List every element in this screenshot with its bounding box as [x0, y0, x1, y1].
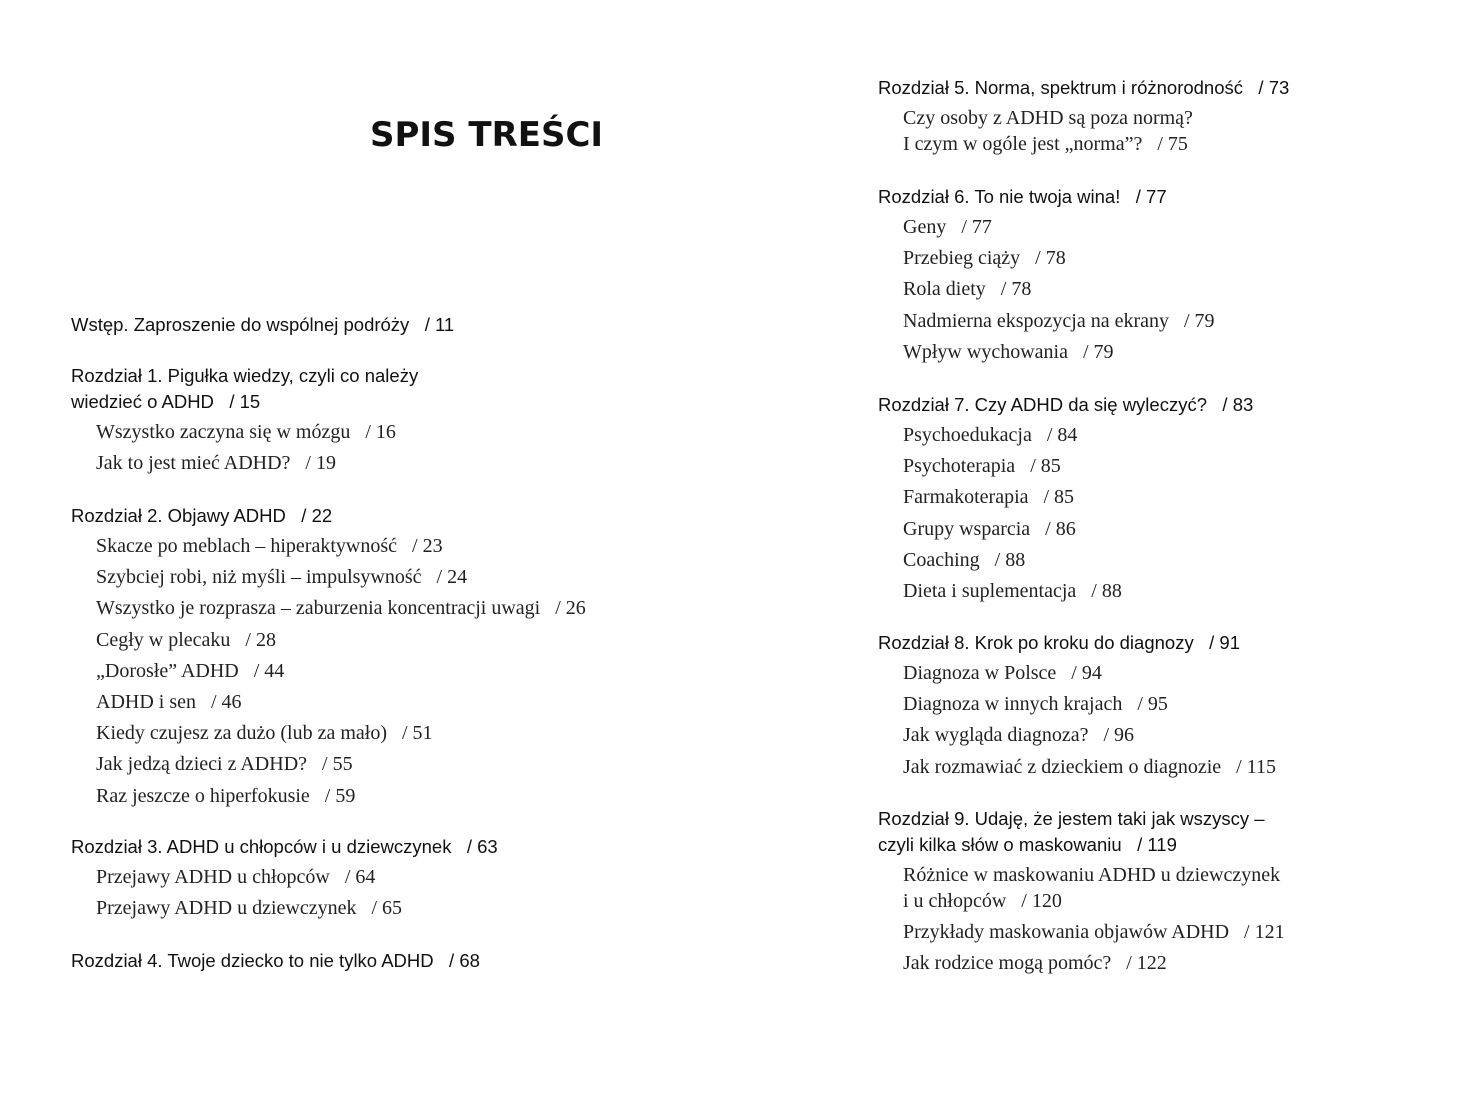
subsection-entry — [903, 214, 1418, 240]
chapter-title — [878, 75, 1418, 101]
subsection-entry — [96, 564, 631, 590]
subsection-entry — [96, 450, 631, 476]
subsection-line: Jak rodzice mogą pomóc? / 122 — [903, 952, 1167, 975]
chapter-title — [71, 834, 631, 860]
subsection-list — [71, 864, 631, 921]
chapter-title-line: Wstęp. Zaproszenie do wspólnej podróży / 11 — [71, 314, 455, 335]
subsection-entry — [903, 516, 1418, 542]
subsection-line: „Dorosłe” ADHD / 44 — [96, 659, 285, 682]
subsection-entry — [96, 864, 631, 890]
subsection-entry — [903, 339, 1418, 365]
chapter-entry — [71, 834, 631, 926]
page-title: SPIS TREŚCI — [370, 115, 604, 155]
subsection-line: Cegły w plecaku / 28 — [96, 628, 276, 651]
subsection-entry — [903, 754, 1418, 780]
chapter-title-line: Rozdział 6. To nie twoja wina! / 77 — [878, 186, 1167, 207]
chapter-title-line: Rozdział 4. Twoje dziecko to nie tylko ADHD / 68 — [71, 950, 480, 971]
subsection-line: Wpływ wychowania / 79 — [903, 340, 1114, 363]
chapter-entry — [878, 630, 1418, 785]
subsection-entry — [903, 308, 1418, 334]
subsection-entry — [96, 533, 631, 559]
subsection-line: Wszystko je rozprasza – zaburzenia koncentracji uwagi / 26 — [96, 597, 586, 620]
chapter-title-line: Rozdział 1. Pigułka wiedzy, czyli co należy — [71, 365, 419, 386]
chapter-entry — [878, 75, 1418, 162]
subsection-line: Psychoedukacja / 84 — [903, 424, 1078, 446]
subsection-line: Coaching / 88 — [903, 548, 1026, 571]
chapter-title-line: Rozdział 8. Krok po kroku do diagnozy / 91 — [878, 632, 1240, 653]
chapter-title — [878, 630, 1418, 656]
chapter-entry — [878, 392, 1418, 609]
chapter-title — [71, 312, 631, 338]
chapter-title-line: Rozdział 9. Udaję, że jestem taki jak wszyscy – — [878, 808, 1265, 829]
chapter-title-line: Rozdział 2. Objawy ADHD / 22 — [71, 505, 333, 526]
chapter-title — [71, 503, 631, 529]
subsection-line: Jak wygląda diagnoza? / 96 — [903, 724, 1135, 747]
subsection-entry — [96, 689, 631, 715]
subsection-entry — [903, 484, 1418, 510]
chapter-entry — [71, 363, 631, 481]
subsection-line: Nadmierna ekspozycja na ekrany / 79 — [903, 309, 1215, 332]
subsection-line: Przykłady maskowania objawów ADHD / 121 — [903, 921, 1285, 944]
chapter-title — [878, 806, 1418, 858]
subsection-line: I czym w ogóle jest „norma”? / 75 — [903, 133, 1188, 155]
subsection-entry — [903, 422, 1418, 448]
subsection-line: Jak jedzą dzieci z ADHD? / 55 — [96, 753, 353, 776]
subsection-entry — [96, 419, 631, 445]
subsection-entry — [903, 722, 1418, 748]
subsection-line: Czy osoby z ADHD są poza normą? — [903, 107, 1193, 129]
chapter-title — [878, 184, 1418, 210]
subsection-entry — [96, 720, 631, 746]
subsection-entry — [903, 950, 1418, 976]
chapter-title-line: wiedzieć o ADHD / 15 — [71, 391, 261, 412]
subsection-line: Farmakoterapia / 85 — [903, 486, 1075, 509]
chapter-title — [71, 948, 631, 974]
subsection-line: Jak to jest mieć ADHD? / 19 — [96, 452, 336, 475]
chapter-entry — [71, 503, 631, 814]
chapter-title-line: czyli kilka słów o maskowaniu / 119 — [878, 834, 1177, 855]
subsection-line: Przejawy ADHD u chłopców / 64 — [96, 866, 376, 888]
subsection-entry — [903, 453, 1418, 479]
subsection-list — [878, 214, 1418, 365]
subsection-list — [878, 862, 1418, 976]
subsection-line: Diagnoza w Polsce / 94 — [903, 662, 1102, 684]
subsection-entry — [903, 578, 1418, 604]
chapter-title — [878, 392, 1418, 418]
subsection-entry — [903, 105, 1418, 157]
subsection-entry — [96, 627, 631, 653]
subsection-line: Raz jeszcze o hiperfokusie / 59 — [96, 784, 356, 807]
subsection-entry — [96, 595, 631, 621]
subsection-line: i u chłopców / 120 — [903, 890, 1062, 912]
subsection-line: Skacze po meblach – hiperaktywność / 23 — [96, 535, 443, 557]
subsection-line: Diagnoza w innych krajach / 95 — [903, 693, 1168, 716]
subsection-list — [71, 419, 631, 476]
subsection-entry — [903, 919, 1418, 945]
subsection-entry — [96, 751, 631, 777]
subsection-entry — [903, 547, 1418, 573]
subsection-line: Różnice w maskowaniu ADHD u dziewczynek — [903, 864, 1281, 886]
subsection-entry — [903, 245, 1418, 271]
subsection-line: Geny / 77 — [903, 216, 992, 238]
chapter-title-line: Rozdział 3. ADHD u chłopców i u dziewczynek / 63 — [71, 836, 498, 857]
chapter-entry — [878, 184, 1418, 370]
chapter-entry — [878, 806, 1418, 982]
subsection-line: Wszystko zaczyna się w mózgu / 16 — [96, 421, 396, 443]
chapter-title — [71, 363, 631, 415]
subsection-list — [878, 660, 1418, 780]
chapter-entry — [71, 312, 631, 338]
subsection-entry — [96, 658, 631, 684]
subsection-line: Rola diety / 78 — [903, 278, 1032, 301]
subsection-list — [71, 533, 631, 809]
subsection-line: Przejawy ADHD u dziewczynek / 65 — [96, 897, 403, 920]
subsection-line: Jak rozmawiać z dzieckiem o diagnozie / 115 — [903, 755, 1276, 778]
subsection-line: ADHD i sen / 46 — [96, 690, 242, 713]
subsection-entry — [903, 862, 1418, 914]
subsection-line: Przebieg ciąży / 78 — [903, 247, 1066, 270]
chapter-title-line: Rozdział 7. Czy ADHD da się wyleczyć? / 83 — [878, 394, 1254, 415]
subsection-list — [878, 422, 1418, 604]
subsection-entry — [903, 660, 1418, 686]
subsection-line: Grupy wsparcia / 86 — [903, 517, 1076, 540]
subsection-line: Psychoterapia / 85 — [903, 455, 1061, 478]
chapter-title-line: Rozdział 5. Norma, spektrum i różnorodność / 73 — [878, 77, 1290, 98]
subsection-entry — [903, 691, 1418, 717]
subsection-entry — [903, 276, 1418, 302]
subsection-entry — [96, 895, 631, 921]
subsection-entry — [96, 783, 631, 809]
subsection-list — [878, 105, 1418, 157]
subsection-line: Dieta i suplementacja / 88 — [903, 579, 1122, 602]
subsection-line: Kiedy czujesz za dużo (lub za mało) / 51 — [96, 722, 433, 745]
chapter-entry — [71, 948, 631, 974]
subsection-line: Szybciej robi, niż myśli – impulsywność / 24 — [96, 566, 468, 589]
